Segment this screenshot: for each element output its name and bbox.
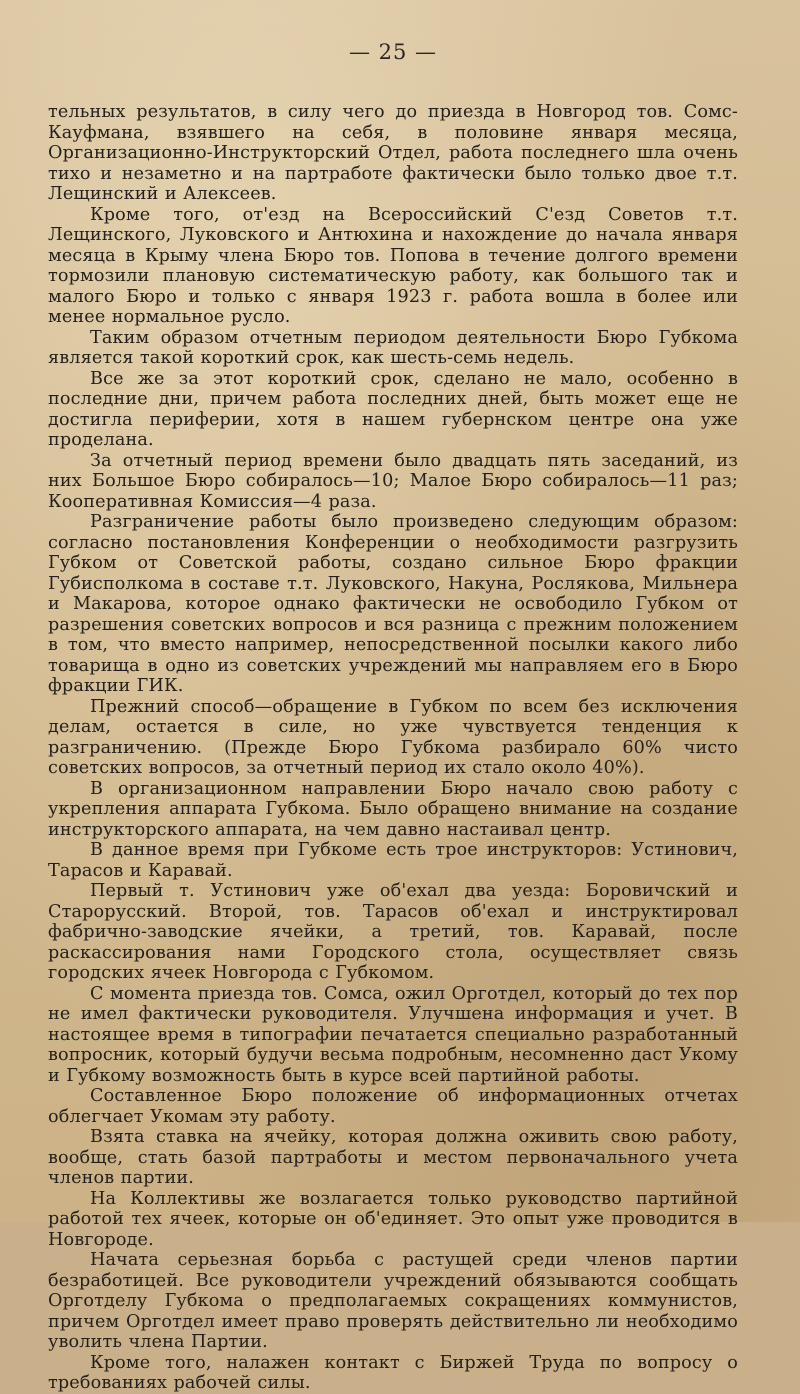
paragraph: Первый т. Устинович уже об'ехал два уезда: Боровичский и Старорусский. Второй, тов. Тарасов об'ехал и инструктировал фабрично-заводские ячейки, а третий, тов. Каравай, после раскассирования нами Городского стола, осуществляет связь городских ячеек Новгорода с Губкомом. [48, 881, 738, 983]
paragraph: Разграничение работы было произведено следующим образом: согласно постановления Конференции о необходимости разгрузить Губком от Советской работы, создано сильное Бюро фракции Губисполкома в составе т.т. Луковского, Накуна, Рослякова, Мильнера и Макарова, которое однако фактически не освободило Губком от разрешения советских вопросов и вся разница с прежним положением в том, что вместо например, непосредственной посылки какого либо товарища в одно из советских учреждений мы направляем его в Бюро фракции ГИК. [48, 512, 738, 696]
paragraph: За отчетный период времени было двадцать пять заседаний, из них Большое Бюро собиралось—10; Малое Бюро собиралось—11 раз; Кооперативная Комиссия—4 раза. [48, 450, 738, 512]
paragraph: В организационном направлении Бюро начало свою работу с укрепления аппарата Губкома. Было обращено внимание на создание инструкторского аппарата, на чем давно настаивал центр. [48, 778, 738, 840]
page-number: — 25 — [348, 40, 438, 64]
paragraph: Начата серьезная борьба с растущей среди членов партии безработицей. Все руководители учреждений обязываются сообщать Орготделу Губкома о предполагаемых сокращениях коммунистов, причем Орготдел имеет право проверять действительно ли необходимо уволить члена Партии. [48, 1250, 738, 1352]
paragraph: На Коллективы же возлагается только руководство партийной работой тех ячеек, которые он об'единяет. Это опыт уже проводится в Новгороде. [48, 1188, 738, 1250]
paragraph: тельных результатов, в силу чего до приезда в Новгород тов. Сомс-Кауфмана, взявшего на себя, в половине января месяца, Организационно-Инструкторский Отдел, работа последнего шла очень тихо и незаметно и на партработе фактически было только двое т.т. Лещинский и Алексеев. [48, 102, 738, 204]
paragraph: Составленное Бюро положение об информационных отчетах облегчает Укомам эту работу. [48, 1086, 738, 1127]
paragraph: Все же за этот короткий срок, сделано не мало, особенно в последние дни, причем работа последних дней, быть может еще не достигла периферии, хотя в нашем губернском центре она уже проделана. [48, 368, 738, 450]
paragraph: Прежний способ—обращение в Губком по всем без исключения делам, остается в силе, но уже чувствуется тенденция к разграничению. (Прежде Бюро Губкома разбирало 60% чисто советских вопросов, за отчетный период их стало около 40%). [48, 696, 738, 778]
paragraph: В данное время при Губкоме есть трое инструкторов: Устинович, Тарасов и Каравай. [48, 840, 738, 881]
paragraph: С момента приезда тов. Сомса, ожил Орготдел, который до тех пор не имел фактически руководителя. Улучшена информация и учет. В настоящее время в типографии печатается специально разработанный вопросник, который будучи весьма подробным, несомненно даст Укому и Губкому возможность быть в курсе всей партийной работы. [48, 983, 738, 1086]
paragraph: Кроме того, налажен контакт с Биржей Труда по вопросу о требованиях рабочей силы. [48, 1352, 738, 1393]
paragraph: Взята ставка на ячейку, которая должна оживить свою работу, вообще, стать базой партработы и местом первоначального учета членов партии. [48, 1127, 738, 1188]
paragraph: Кроме того, от'езд на Всероссийский С'езд Советов т.т. Лещинского, Луковского и Антюхина и нахождение до начала января месяца в Крыму члена Бюро тов. Попова в течение долгого времени тормозили плановую систематическую работу, как большого так и малого Бюро и только с января 1923 г. работа вошла в более или менее нормальное русло. [48, 204, 738, 327]
body-text [48, 102, 738, 1394]
paragraph: Таким образом отчетным периодом деятельности Бюро Губкома является такой короткий срок, как шесть-семь недель. [48, 327, 738, 368]
